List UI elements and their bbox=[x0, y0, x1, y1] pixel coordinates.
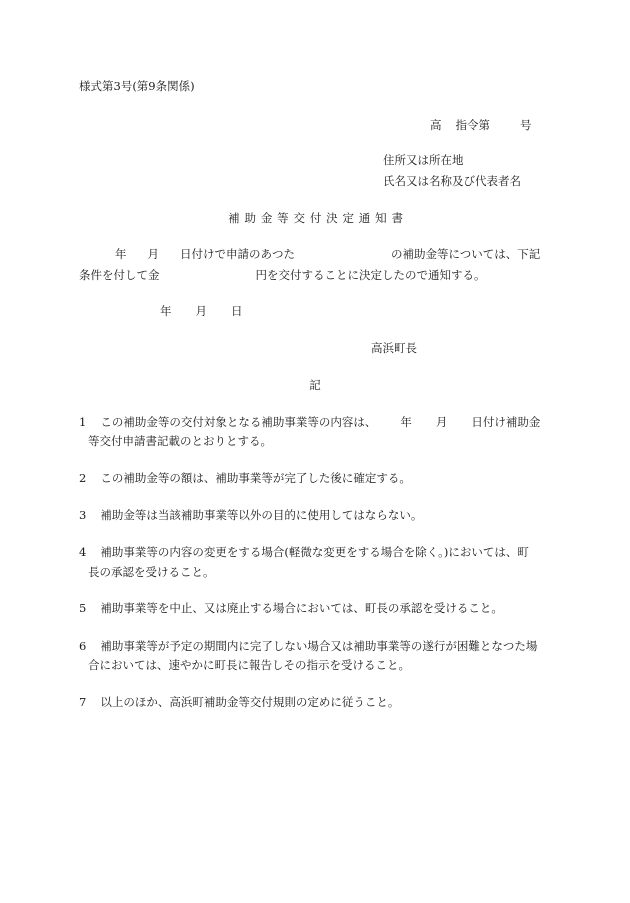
condition-4-line-1 bbox=[79, 547, 529, 559]
issue-month: 月 bbox=[195, 304, 207, 318]
condition-number: 5 bbox=[79, 601, 87, 615]
issue-date bbox=[160, 306, 243, 318]
body-line2-end: 円を交付することに決定したので通知する。 bbox=[255, 268, 486, 282]
document-number bbox=[430, 120, 532, 132]
issue-year: 年 bbox=[160, 304, 172, 318]
condition-text: 補助事業等を中止、又は廃止する場合においては、町長の承認を受けること。 bbox=[100, 601, 503, 615]
condition-text: 補助事業等が予定の期間内に完了しない場合又は補助事業等の遂行が困難となつた場 bbox=[100, 639, 538, 653]
condition-month: 月 bbox=[435, 415, 448, 429]
condition-text: 日付け補助金 bbox=[471, 415, 541, 429]
condition-4-line-2: 長の承認を受けること。 bbox=[88, 565, 215, 579]
body-subsidy-suffix: の補助金等については、下記 bbox=[391, 247, 541, 261]
condition-number: 1 bbox=[79, 415, 87, 429]
condition-text: この補助金等の交付対象となる補助事業等の内容は、 bbox=[100, 415, 377, 429]
condition-number: 6 bbox=[79, 639, 87, 653]
recipient-address: 住所又は所在地 bbox=[383, 153, 464, 167]
condition-3 bbox=[79, 510, 422, 522]
condition-text: 以上のほか、高浜町補助金等交付規則の定めに従うこと。 bbox=[100, 695, 400, 709]
issuer-name: 高浜町長 bbox=[371, 341, 417, 355]
form-number-label: 様式第3号(第9条関係) bbox=[79, 79, 195, 93]
condition-number: 7 bbox=[79, 695, 87, 709]
notice-body-line-2 bbox=[79, 270, 486, 282]
recipient-name: 氏名又は名称及び代表者名 bbox=[383, 174, 521, 188]
notice-body-line-1 bbox=[79, 249, 540, 261]
condition-7 bbox=[79, 697, 399, 709]
condition-1-line-1 bbox=[79, 417, 540, 429]
body-day-request: 日付けで申請のあつた bbox=[180, 247, 295, 261]
condition-text: 補助金等は当該補助事業等以外の目的に使用してはならない。 bbox=[100, 508, 423, 522]
condition-6-line-2: 合においては、速やかに町長に報告しその指示を受けること。 bbox=[88, 658, 410, 672]
condition-text: この補助金等の額は、補助事業等が完了した後に確定する。 bbox=[100, 471, 411, 485]
document-title: 補助金等交付決定通知書 bbox=[228, 211, 408, 225]
body-year: 年 bbox=[115, 247, 127, 261]
condition-2 bbox=[79, 473, 411, 485]
document-number-prefix: 高 bbox=[430, 118, 442, 132]
document-number-suffix: 号 bbox=[520, 118, 532, 132]
condition-number: 4 bbox=[79, 545, 87, 559]
issue-day: 日 bbox=[231, 304, 243, 318]
condition-6-line-1 bbox=[79, 641, 537, 653]
condition-year: 年 bbox=[400, 415, 412, 429]
condition-text: 補助事業等の内容の変更をする場合(軽微な変更をする場合を除く。)においては、町 bbox=[100, 545, 529, 559]
condition-5 bbox=[79, 603, 503, 615]
body-month: 月 bbox=[147, 247, 159, 261]
ki-heading: 記 bbox=[309, 378, 321, 392]
document-number-middle: 指令第 bbox=[455, 118, 490, 132]
condition-number: 2 bbox=[79, 471, 87, 485]
body-line2-start: 条件を付して金 bbox=[79, 268, 160, 282]
condition-number: 3 bbox=[79, 508, 87, 522]
condition-1-line-2: 等交付申請書記載のとおりとする。 bbox=[88, 434, 272, 448]
